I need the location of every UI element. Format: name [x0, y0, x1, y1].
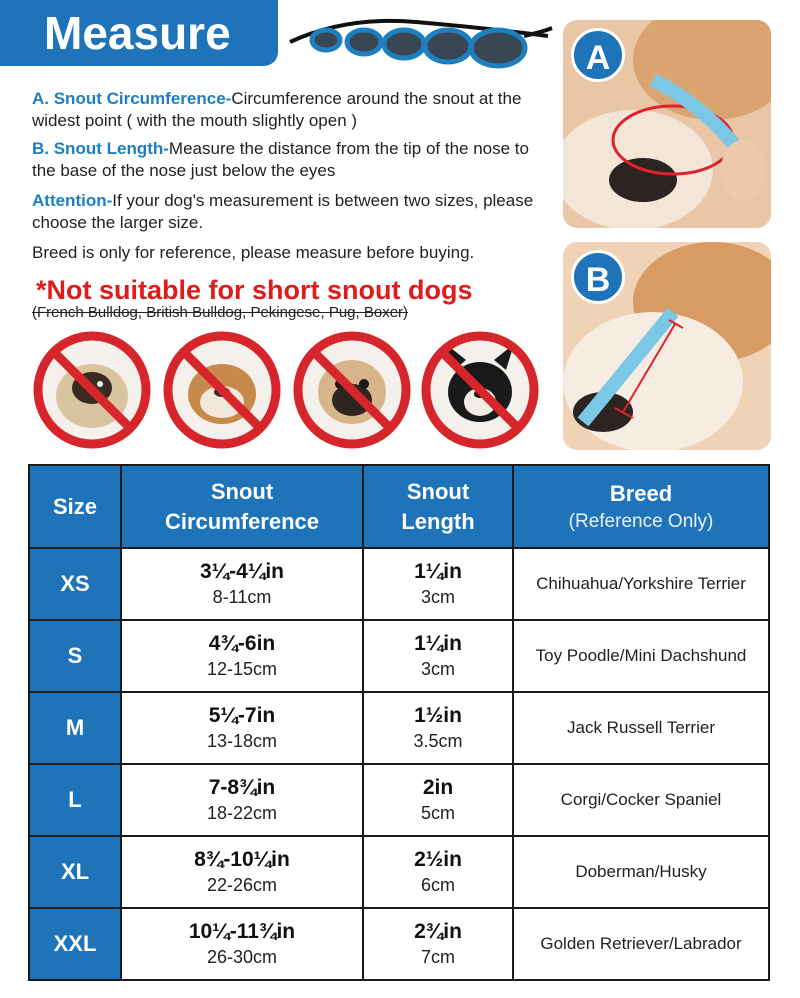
row-breed-label: Corgi/Cocker Spaniel [560, 790, 722, 809]
instruction-attention [32, 190, 557, 234]
header-breed-label: Breed [609, 480, 673, 506]
photo-snout-length [563, 242, 771, 450]
row-breed-label: Golden Retriever/Labrador [540, 934, 742, 953]
instruction-circumference [32, 88, 557, 132]
header-circumference [121, 465, 363, 548]
row-circumference [121, 764, 363, 836]
row-size-label: XS [60, 571, 90, 596]
header-breed-sub: (Reference Only) [568, 510, 714, 532]
row-breed [513, 548, 769, 620]
row-length-in: 1½in [414, 704, 462, 727]
row-length-cm: 6cm [420, 875, 455, 895]
row-length-cm: 5cm [420, 803, 455, 823]
photo-snout-circumference [563, 20, 771, 228]
muzzle-sizes-illustration [286, 6, 556, 76]
row-circumference-cm: 26-30cm [206, 947, 278, 967]
row-size [29, 620, 121, 692]
row-breed [513, 620, 769, 692]
row-length-in: 2½in [414, 848, 462, 871]
row-circumference-cm: 22-26cm [206, 875, 278, 895]
no-bulldog-icon [162, 330, 282, 450]
header-length-line1: Snout [406, 478, 470, 504]
row-circumference [121, 692, 363, 764]
table-header-row [29, 465, 769, 548]
row-length-cm: 3cm [420, 659, 455, 679]
row-size [29, 908, 121, 980]
header-circumference-line1: Snout [210, 478, 274, 504]
row-circumference [121, 548, 363, 620]
row-length [363, 620, 513, 692]
table-row [29, 836, 769, 908]
photo-a-label: A [571, 28, 625, 82]
warning-title: *Not suitable for short snout dogs [36, 275, 473, 305]
row-length-in: 1¼in [414, 560, 462, 583]
table-row [29, 548, 769, 620]
row-circumference-cm: 12-15cm [206, 659, 278, 679]
row-size [29, 692, 121, 764]
row-size-label: L [68, 787, 82, 812]
row-circumference [121, 908, 363, 980]
row-length-in: 2¾in [414, 920, 462, 943]
row-circumference-in: 5¼-7in [208, 704, 276, 727]
row-length [363, 692, 513, 764]
row-length-in: 2in [422, 776, 454, 799]
row-size-label: XL [60, 859, 90, 884]
row-size [29, 764, 121, 836]
row-size [29, 836, 121, 908]
instruction-attention-text: If your dog's measurement is between two sizes, please choose the larger size. [32, 191, 534, 232]
row-breed [513, 692, 769, 764]
row-breed-label: Chihuahua/Yorkshire Terrier [536, 574, 746, 593]
header-length-line2: Length [401, 508, 475, 534]
row-length [363, 764, 513, 836]
row-breed [513, 908, 769, 980]
row-length [363, 836, 513, 908]
row-size-label: S [67, 643, 83, 668]
header-breed [513, 465, 769, 548]
row-breed-label: Toy Poodle/Mini Dachshund [535, 646, 747, 665]
row-length-in: 1¼in [414, 632, 462, 655]
row-circumference-cm: 8-11cm [212, 587, 272, 607]
header-circumference-line2: Circumference [164, 508, 320, 534]
instruction-length-text: Measure the distance from the tip of the nose to the base of the nose just below the eyes [32, 139, 529, 180]
header-size-label: Size [52, 493, 98, 519]
row-circumference [121, 620, 363, 692]
instruction-circumference-lead: A. Snout Circumference- [32, 89, 232, 108]
instruction-length-lead: B. Snout Length- [32, 139, 169, 158]
row-length-cm: 3.5cm [413, 731, 463, 751]
instruction-attention-lead: Attention- [32, 191, 113, 210]
row-size-label: M [65, 715, 85, 740]
table-row [29, 692, 769, 764]
row-circumference-cm: 13-18cm [206, 731, 278, 751]
row-circumference-in: 7-8¾in [208, 776, 276, 799]
row-breed [513, 764, 769, 836]
header-size [29, 465, 121, 548]
size-chart-table [28, 464, 770, 981]
row-breed-label: Jack Russell Terrier [566, 718, 715, 737]
instruction-circumference-text: Circumference around the snout at the widest point ( with the mouth slightly open ) [32, 89, 522, 130]
header-length [363, 465, 513, 548]
row-circumference-in: 4¾-6in [208, 632, 276, 655]
row-length-cm: 3cm [420, 587, 455, 607]
instruction-length [32, 138, 557, 182]
photo-b-label: B [571, 250, 625, 304]
row-length [363, 908, 513, 980]
no-french-bulldog-icon [420, 330, 540, 450]
table-row [29, 620, 769, 692]
row-breed-label: Doberman/Husky [575, 862, 707, 881]
warning-breeds: (French Bulldog, British Bulldog, Pekingese, Pug, Boxer) [32, 304, 409, 321]
row-size [29, 548, 121, 620]
no-pug-icon [292, 330, 412, 450]
row-circumference-in: 3¼-4¼in [199, 560, 285, 583]
no-pekingese-icon [32, 330, 152, 450]
row-circumference-in: 8¾-10¼in [194, 848, 290, 871]
row-circumference [121, 836, 363, 908]
instruction-reference: Breed is only for reference, please measure before buying. [32, 243, 475, 262]
row-circumference-in: 10¼-11¾in [188, 920, 296, 943]
table-row [29, 908, 769, 980]
row-length [363, 548, 513, 620]
table-row [29, 764, 769, 836]
row-circumference-cm: 18-22cm [206, 803, 278, 823]
row-length-cm: 7cm [420, 947, 455, 967]
row-size-label: XXL [53, 931, 97, 956]
row-breed [513, 836, 769, 908]
page-title: Measure [0, 0, 278, 66]
